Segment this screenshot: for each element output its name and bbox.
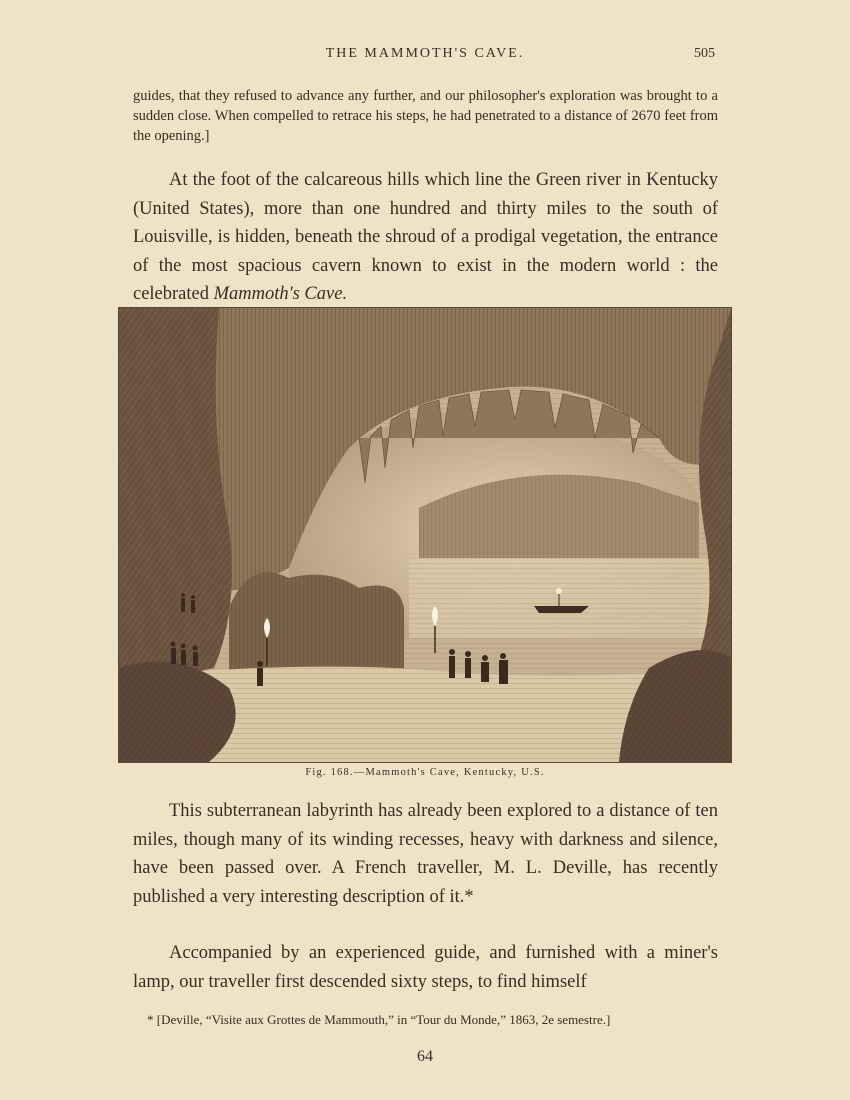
page-number: 505 <box>694 46 715 61</box>
figure-caption: Fig. 168.—Mammoth's Cave, Kentucky, U.S. <box>305 767 545 778</box>
cave-name-italic: Mammoth's Cave. <box>213 284 348 304</box>
intro-text: At the foot of the calcareous hills which line the Green river in Kentucky (United States), more than one hundred and thirty miles to the south of Louisville, is hidden, beneath the shroud of a prodigal vegetation, the entrance of the most spacious cavern known to exist in the modern world : the celebrated <box>133 170 718 304</box>
paragraph-labyrinth: This subterranean labyrinth has already been explored to a distance of ten miles, though many of its winding recesses, heavy with darkness and silence, have been passed over. A French traveller, M. L. Deville, has recently published a very interesting description of it.* <box>133 801 718 907</box>
footnote: * [Deville, “Visite aux Grottes de Mammouth,” in “Tour du Monde,” 1863, 2e semestre.] <box>147 1012 611 1027</box>
paragraph-guide: Accompanied by an experienced guide, and furnished with a miner's lamp, our traveller first descended sixty steps, to find himself <box>133 943 718 992</box>
folio-signature: 64 <box>417 1048 433 1065</box>
running-header <box>0 44 850 68</box>
paragraph-continuation: guides, that they refused to advance any further, and our philosopher's exploration was brought to a sudden close. When compelled to retrace his steps, he had penetrated to a distance of 2670 feet from the opening.] <box>133 88 718 144</box>
running-title: THE MAMMOTH'S CAVE. <box>325 46 525 61</box>
paragraph-mammoth-cave-intro <box>133 166 718 309</box>
cave-engraving-illustration <box>118 307 732 763</box>
